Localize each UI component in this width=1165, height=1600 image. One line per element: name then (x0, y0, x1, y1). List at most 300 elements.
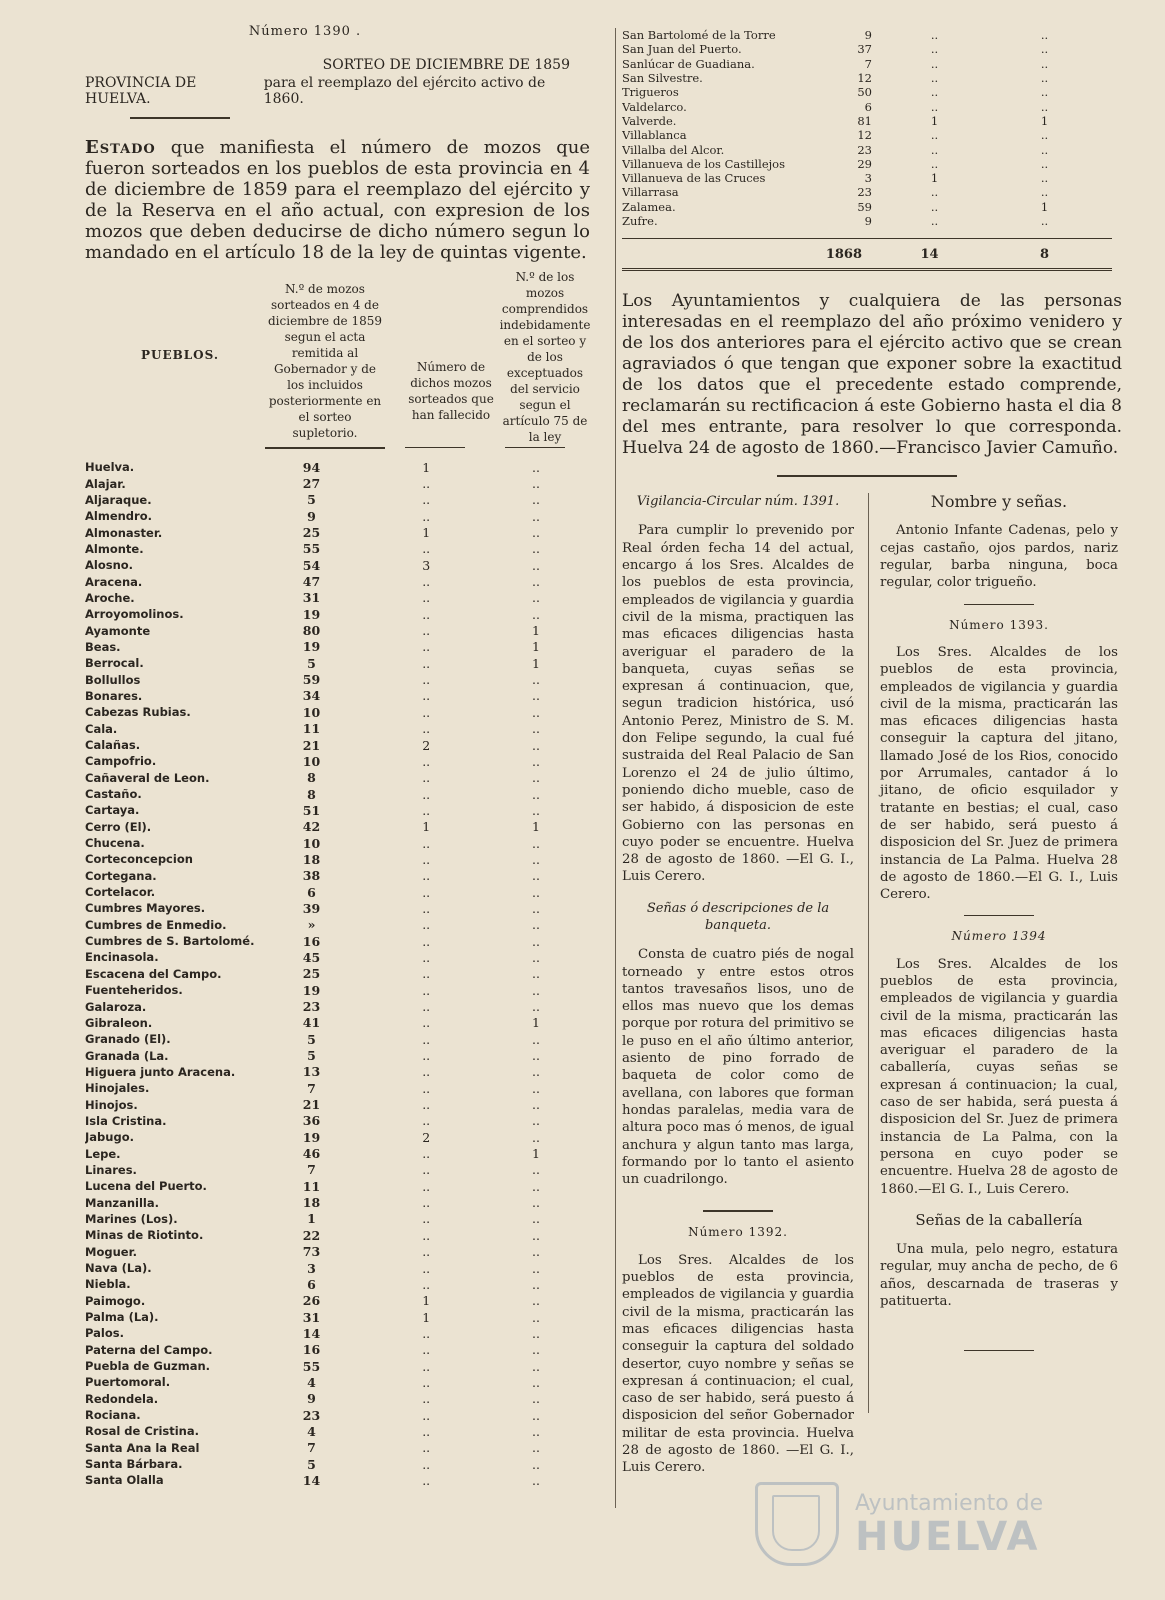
table-row (85, 998, 585, 1014)
estado-body: que manifiesta el número de mozos que fueron sorteados en los pueblos de esta provincia en 4 de diciembre de 1859 para el reemplazo del ejército y de la Reserva en el año actual, con expresion de los mozos que deben deducirse de dicho número segun lo mandado en el artículo 18 de la ley de quintas vigente. (85, 137, 590, 263)
senas-banqueta-text: Consta de cuatro piés de nogal torneado y entre estos otros tantos travesaños lisos, uno de ellos mas nuevo que los demas porque por rotura del primitivo se le puso en el año último anterior, asiento de pino forrado de baqueta de color como de avellana, con labores que forman hondas paralelas, media vara de altura poco mas ó menos, de igual anchura y algun tanto mas larga, formando por lo tanto el asiento un cuadrilongo. (622, 947, 854, 1188)
pueblo-name: Paimogo. (85, 1293, 146, 1308)
table-row (85, 819, 585, 835)
count-cell: 22 (302, 1227, 321, 1243)
count-cell: 38 (302, 868, 321, 884)
count-cell: .. (422, 835, 431, 851)
lower-columns (622, 492, 1132, 1476)
count-cell: 59 (857, 199, 872, 214)
sorteo-heading: SORTEO DE DICIEMBRE DE 1859 (322, 57, 570, 73)
pueblo-name: Valdelarco. (622, 99, 687, 114)
count-cell: 4 (307, 1423, 316, 1439)
pueblo-name: Palma (La). (85, 1310, 159, 1325)
count-cell: .. (532, 1129, 540, 1145)
count-cell: .. (532, 1178, 540, 1194)
table-row (85, 1064, 585, 1080)
count-cell: .. (422, 1440, 431, 1456)
count-cell: .. (532, 1440, 540, 1456)
estado-lead: Estado (85, 137, 156, 158)
table-row (85, 933, 585, 949)
count-cell: .. (532, 737, 540, 753)
count-cell: .. (532, 1211, 540, 1227)
table-row (622, 42, 1112, 56)
count-cell: 25 (302, 525, 321, 541)
count-cell: .. (532, 949, 540, 965)
pueblo-name: Niebla. (85, 1277, 131, 1292)
count-cell: .. (930, 99, 939, 114)
table-row (85, 884, 585, 900)
table-row (85, 1472, 585, 1488)
count-cell: .. (422, 1358, 431, 1374)
table-row (622, 57, 1112, 71)
pueblo-name: Granada (La. (85, 1048, 169, 1063)
count-cell: 23 (857, 142, 872, 157)
count-cell: .. (422, 541, 431, 557)
count-cell: 81 (857, 113, 872, 128)
pueblo-name: Rosal de Cristina. (85, 1424, 199, 1439)
pueblo-name: Cala. (85, 721, 118, 736)
count-cell: .. (422, 1113, 431, 1129)
count-cell: .. (422, 917, 431, 933)
count-cell: .. (532, 476, 540, 492)
count-cell: .. (422, 1456, 431, 1472)
pueblo-name: Escacena del Campo. (85, 966, 222, 981)
header-mozos-sorteados: N.º de mozos sorteados en 4 de diciembre de 1859 segun el acta remitida al Gobernador y de los incluidos posteriormente en el sorteo supletorio. (267, 282, 383, 440)
count-cell: .. (422, 868, 431, 884)
table-row (85, 1423, 585, 1439)
count-cell: .. (422, 1080, 431, 1096)
table-row (85, 492, 585, 508)
senas-caballeria-title: Señas de la caballería (915, 1210, 1083, 1229)
count-cell: 10 (302, 753, 321, 769)
count-cell: .. (532, 835, 540, 851)
pueblo-name: Villanueva de los Castillejos (622, 156, 786, 171)
pueblo-name: Jabugo. (85, 1130, 134, 1145)
count-cell: .. (1040, 142, 1049, 157)
count-cell: 19 (302, 1129, 321, 1145)
count-cell: 10 (302, 704, 321, 720)
count-cell: 59 (302, 672, 321, 688)
numero-1392-text: Los Sres. Alcaldes de los pueblos de esta provincia, empleados de vigilancia y guardia civil de la misma, practicarán las mas eficaces diligencias hasta conseguir la captura del soldado desertor, cuyo nombre y señas se expresan á continuacion; el cual, caso de ser habido, será puesto á disposicion del señor Gobernador militar de esta provincia. Huelva 28 de agosto de 1860. —El G. I., Luis Cerero. (622, 1252, 854, 1476)
count-cell: 9 (307, 508, 316, 524)
table-row (85, 606, 585, 622)
section-divider (964, 1350, 1034, 1351)
count-cell: 50 (857, 85, 872, 100)
table-row (85, 1145, 585, 1161)
count-cell: 1 (422, 459, 431, 475)
count-cell: .. (532, 753, 540, 769)
numero-1394-title: Número 1394 (951, 929, 1047, 944)
table-row (622, 71, 1112, 85)
count-cell: 31 (302, 590, 321, 606)
count-cell: .. (930, 85, 939, 100)
table-row (85, 868, 585, 884)
table-row (85, 1080, 585, 1096)
count-cell: 1 (930, 113, 939, 128)
table-row (85, 1260, 585, 1276)
pueblo-name: Rociana. (85, 1408, 141, 1423)
numero-1393-title: Número 1393. (949, 617, 1049, 632)
count-cell: 2 (422, 1129, 431, 1145)
count-cell: .. (930, 56, 939, 71)
count-cell: .. (1040, 171, 1049, 186)
count-cell: .. (532, 1080, 540, 1096)
table-row (85, 1047, 585, 1063)
count-cell: .. (930, 28, 939, 43)
count-cell: 21 (302, 737, 321, 753)
table-row (85, 721, 585, 737)
count-cell: 23 (302, 1407, 321, 1423)
pueblo-name: Hinojos. (85, 1097, 138, 1112)
table-row (85, 655, 585, 671)
pueblo-name: Santa Olalla (85, 1473, 164, 1488)
count-cell: .. (422, 900, 431, 916)
count-cell: 51 (302, 802, 321, 818)
shield-icon (755, 1482, 839, 1566)
count-cell: .. (422, 802, 431, 818)
count-cell: .. (532, 1325, 540, 1341)
count-cell: 9 (864, 28, 872, 43)
count-cell: .. (532, 1097, 540, 1113)
count-cell: .. (532, 1276, 540, 1292)
pueblo-name: Cortegana. (85, 868, 157, 883)
total-fallecidos: 14 (920, 247, 939, 263)
count-cell: 1 (422, 525, 431, 541)
count-cell: .. (422, 655, 431, 671)
count-cell: .. (1040, 214, 1049, 228)
count-cell: 54 (302, 557, 321, 573)
table-row (85, 1031, 585, 1047)
pueblo-name: Villalba del Alcor. (622, 142, 725, 157)
pueblo-name: Bonares. (85, 688, 143, 703)
count-cell: .. (422, 982, 431, 998)
table-row (622, 114, 1112, 128)
count-cell: .. (422, 1146, 431, 1162)
count-cell: .. (422, 672, 431, 688)
count-cell: .. (422, 770, 431, 786)
pueblo-name: Zufre. (622, 214, 658, 228)
count-cell: .. (1040, 42, 1049, 57)
count-cell: 3 (307, 1260, 316, 1276)
ayuntamientos-notice: Los Ayuntamientos y cualquiera de las personas interesadas en el reemplazo del año próximo venidero y de los dos anteriores para el ejército activo que se crean agraviados ó que tengan que exponer sobre la exactitud de los datos que el precedente estado comprende, reclamarán su rectificacion á este Gobierno hasta el dia 8 del mes entrante, para resolver lo que corresponda. Huelva 24 de agosto de 1860.—Francisco Javier Camuño. (622, 291, 1122, 459)
count-cell: 8 (307, 770, 316, 786)
pueblo-name: Cortelacor. (85, 885, 156, 900)
count-cell: .. (422, 476, 431, 492)
count-cell: .. (532, 900, 540, 916)
count-cell: .. (422, 949, 431, 965)
count-cell: .. (422, 1325, 431, 1341)
count-cell: 6 (864, 99, 872, 114)
count-cell: 1 (422, 1309, 431, 1325)
count-cell: .. (422, 704, 431, 720)
count-cell: 19 (302, 606, 321, 622)
count-cell: 37 (857, 42, 872, 57)
table-row (85, 704, 585, 720)
table-row (85, 1325, 585, 1341)
pueblo-name: Santa Bárbara. (85, 1457, 183, 1472)
count-cell: .. (422, 1178, 431, 1194)
count-cell: 19 (302, 982, 321, 998)
table-row (85, 835, 585, 851)
count-cell: 1 (532, 1146, 540, 1162)
count-cell: .. (422, 1276, 431, 1292)
count-cell: 7 (864, 56, 872, 71)
column-divider (615, 28, 616, 1508)
count-cell: .. (1040, 99, 1049, 114)
count-cell: .. (532, 1309, 540, 1325)
table-row (85, 949, 585, 965)
count-cell: 6 (307, 1276, 316, 1292)
count-cell: .. (930, 185, 939, 200)
table-row (85, 671, 585, 687)
pueblo-name: Encinasola. (85, 950, 159, 965)
count-cell: 23 (302, 999, 321, 1015)
count-cell: .. (1040, 56, 1049, 71)
estado-paragraph (85, 137, 590, 263)
count-cell: .. (422, 1064, 431, 1080)
count-cell: 1 (1040, 199, 1049, 214)
count-cell: 7 (307, 1162, 316, 1178)
table-row (85, 1342, 585, 1358)
right-column (622, 28, 1132, 1476)
count-cell: .. (422, 1391, 431, 1407)
table-row (85, 524, 585, 540)
count-cell: 73 (302, 1244, 321, 1260)
table-row (622, 200, 1112, 214)
table-row (85, 639, 585, 655)
pueblo-name: Palos. (85, 1326, 124, 1341)
count-cell: .. (532, 1064, 540, 1080)
nombre-senas-text: Antonio Infante Cadenas, pelo y cejas castaño, ojos pardos, nariz regular, barba ninguna, boca regular, color trigueño. (880, 523, 1118, 591)
pueblos-table-continued (622, 28, 1112, 228)
count-cell: .. (422, 688, 431, 704)
table-row (85, 688, 585, 704)
table-row (85, 786, 585, 802)
count-cell: 11 (302, 1178, 321, 1194)
count-cell: 47 (302, 574, 321, 590)
count-cell: .. (532, 966, 540, 982)
count-cell: .. (422, 753, 431, 769)
issue-number: Número 1390 . (248, 24, 362, 39)
count-cell: .. (930, 71, 939, 86)
count-cell: .. (532, 525, 540, 541)
count-cell: .. (532, 770, 540, 786)
count-cell: .. (422, 1423, 431, 1439)
count-cell: .. (422, 1260, 431, 1276)
header-exceptuados: N.º de los mozos comprendidos indebidamente en el sorteo y de los exceptuados del servicio segun el artículo 75 de la ley (499, 270, 591, 444)
count-cell: 27 (302, 476, 321, 492)
count-cell: .. (532, 1374, 540, 1390)
count-cell: .. (930, 156, 939, 171)
pueblo-name: Villablanca (622, 128, 687, 143)
lower-left-column (622, 493, 854, 1476)
count-cell: 94 (302, 459, 321, 475)
count-cell: .. (422, 1015, 431, 1031)
count-cell: .. (422, 1195, 431, 1211)
count-cell: .. (422, 623, 431, 639)
count-cell: 46 (302, 1146, 321, 1162)
pueblo-name: Moguer. (85, 1244, 137, 1259)
count-cell: .. (532, 590, 540, 606)
count-cell: .. (532, 1244, 540, 1260)
count-cell: .. (532, 1456, 540, 1472)
count-cell: .. (532, 557, 540, 573)
table-row (85, 1129, 585, 1145)
table-row (85, 1456, 585, 1472)
table-row (85, 1096, 585, 1112)
count-cell: .. (422, 1097, 431, 1113)
count-cell: 41 (302, 1015, 321, 1031)
count-cell: 1 (532, 639, 540, 655)
count-cell: .. (1040, 85, 1049, 100)
pueblo-name: Higuera junto Aracena. (85, 1064, 236, 1079)
count-cell: 45 (302, 949, 321, 965)
watermark-line1: Ayuntamiento de (855, 1490, 1044, 1516)
count-cell: .. (532, 574, 540, 590)
count-cell: 16 (302, 933, 321, 949)
header-pueblos: PUEBLOS. (140, 348, 220, 362)
table-row (622, 214, 1112, 228)
count-cell: » (307, 917, 316, 933)
count-cell: 1 (532, 623, 540, 639)
pueblo-name: Alajar. (85, 476, 126, 491)
watermark (755, 1484, 1135, 1564)
count-cell: .. (532, 917, 540, 933)
count-cell: 39 (302, 900, 321, 916)
pueblo-name: Aljaraque. (85, 492, 152, 507)
count-cell: 9 (307, 1391, 316, 1407)
count-cell: 36 (302, 1113, 321, 1129)
pueblo-name: Galaroza. (85, 999, 147, 1014)
pueblo-name: Villanueva de las Cruces (622, 171, 766, 186)
count-cell: .. (422, 1407, 431, 1423)
count-cell: .. (422, 492, 431, 508)
pueblo-name: San Bartolomé de la Torre (622, 28, 776, 43)
header-rule (405, 447, 465, 448)
count-cell: .. (422, 999, 431, 1015)
province-name: PROVINCIA DE HUELVA. (85, 75, 197, 107)
count-cell: 55 (302, 1358, 321, 1374)
count-cell: .. (422, 933, 431, 949)
count-cell: 1 (422, 1293, 431, 1309)
count-cell: .. (532, 982, 540, 998)
count-cell: 5 (307, 1048, 316, 1064)
count-cell: .. (422, 606, 431, 622)
count-cell: 12 (857, 71, 872, 86)
count-cell: 3 (422, 557, 431, 573)
table-row (85, 541, 585, 557)
section-divider (964, 604, 1034, 605)
count-cell: 12 (857, 128, 872, 143)
count-cell: .. (930, 214, 939, 228)
count-cell: .. (1040, 71, 1049, 86)
count-cell: 1 (532, 819, 540, 835)
total-exceptuados: 8 (1039, 247, 1050, 263)
count-cell: 55 (302, 541, 321, 557)
table-row (85, 1244, 585, 1260)
count-cell: 1 (307, 1211, 316, 1227)
count-cell: 8 (307, 786, 316, 802)
count-cell: 5 (307, 655, 316, 671)
count-cell: 2 (422, 737, 431, 753)
count-cell: .. (930, 42, 939, 57)
count-cell: 1 (930, 171, 939, 186)
count-cell: .. (422, 1048, 431, 1064)
table-row (85, 590, 585, 606)
table-row (85, 982, 585, 998)
pueblo-name: San Silvestre. (622, 71, 703, 86)
table-row (85, 573, 585, 589)
count-cell: .. (1040, 128, 1049, 143)
count-cell: 31 (302, 1309, 321, 1325)
count-cell: .. (422, 966, 431, 982)
pueblo-name: Alosno. (85, 558, 134, 573)
pueblo-name: Almonaster. (85, 525, 163, 540)
count-cell: .. (422, 1227, 431, 1243)
count-cell: .. (532, 459, 540, 475)
pueblo-name: Puebla de Guzman. (85, 1359, 211, 1374)
count-cell: 19 (302, 639, 321, 655)
count-cell: .. (422, 786, 431, 802)
table-row (622, 157, 1112, 171)
count-cell: .. (422, 1162, 431, 1178)
table-row (85, 557, 585, 573)
count-cell: .. (532, 1048, 540, 1064)
pueblo-name: Cerro (El). (85, 819, 152, 834)
pueblo-name: Gibraleon. (85, 1015, 153, 1030)
count-cell: .. (532, 802, 540, 818)
count-cell: 11 (302, 721, 321, 737)
table-row (85, 1374, 585, 1390)
pueblo-name: Cañaveral de Leon. (85, 770, 210, 785)
count-cell: .. (532, 721, 540, 737)
count-cell: .. (1040, 185, 1049, 200)
count-cell: .. (532, 1195, 540, 1211)
count-cell: 1 (532, 655, 540, 671)
pueblo-name: Paterna del Campo. (85, 1342, 213, 1357)
header-fallecidos: Número de dichos mozos sorteados que han fallecido (408, 360, 494, 422)
count-cell: .. (422, 1211, 431, 1227)
circular-1391-title: Vigilancia-Circular núm. 1391. (636, 494, 840, 510)
count-cell: 21 (302, 1097, 321, 1113)
pueblo-name: Cumbres de S. Bartolomé. (85, 934, 255, 949)
count-cell: .. (1040, 28, 1049, 43)
count-cell: .. (422, 1244, 431, 1260)
pueblo-name: Cumbres de Enmedio. (85, 917, 227, 932)
table-row (85, 770, 585, 786)
count-cell: 18 (302, 851, 321, 867)
count-cell: 26 (302, 1293, 321, 1309)
section-divider (964, 915, 1034, 916)
pueblo-name: Lucena del Puerto. (85, 1179, 207, 1194)
count-cell: .. (532, 704, 540, 720)
table-row (622, 128, 1112, 142)
table-header (85, 269, 605, 459)
count-cell: .. (422, 1031, 431, 1047)
pueblo-name: Chucena. (85, 836, 145, 851)
count-cell: 80 (302, 623, 321, 639)
count-cell: 1 (422, 819, 431, 835)
table-row (85, 1293, 585, 1309)
table-row (85, 459, 585, 475)
count-cell: 14 (302, 1472, 321, 1488)
pueblo-name: Santa Ana la Real (85, 1440, 200, 1455)
table-row (85, 737, 585, 753)
count-cell: .. (930, 142, 939, 157)
pueblo-name: Granado (El). (85, 1032, 171, 1047)
count-cell: .. (930, 199, 939, 214)
ornament-divider (85, 113, 605, 123)
